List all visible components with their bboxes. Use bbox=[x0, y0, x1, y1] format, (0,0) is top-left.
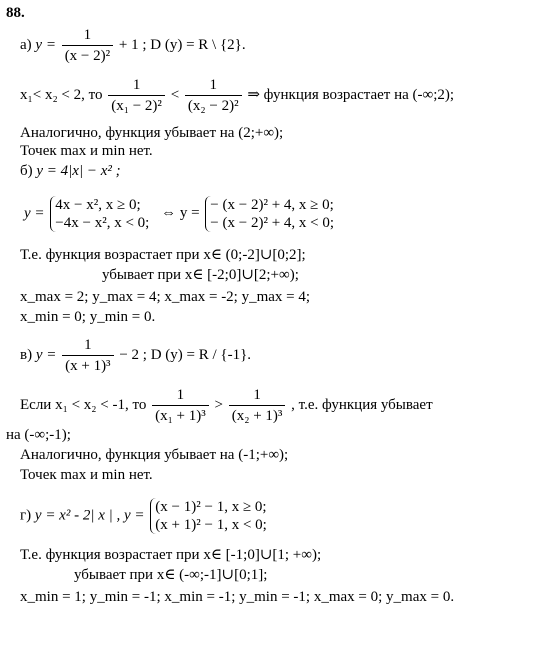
part-b-line6: x_min = 0; y_min = 0. bbox=[20, 309, 156, 325]
part-a-label: а) bbox=[20, 36, 32, 53]
part-g-line1 bbox=[20, 498, 267, 534]
part-v-label: в) bbox=[20, 346, 33, 363]
part-a-frac-den: (x − 2)² bbox=[62, 45, 113, 65]
part-a-line2-prefix: x₁< x₂ < 2, то bbox=[20, 86, 103, 103]
part-a-fraction-3 bbox=[185, 76, 242, 115]
part-b-sys2-bot: − (x − 2)² + 4, x < 0; bbox=[210, 215, 335, 231]
part-a-frac2-den: (x₁ − 2)² bbox=[108, 95, 165, 115]
part-a-lt: < bbox=[170, 86, 180, 103]
part-v-frac3-num: 1 bbox=[253, 387, 261, 403]
part-v-fraction-3 bbox=[229, 386, 286, 425]
part-b-sys1-bot: −4x − x², x < 0; bbox=[55, 215, 150, 231]
part-b-y-eq: y = bbox=[24, 205, 45, 222]
part-a-formula bbox=[20, 26, 246, 65]
part-v-frac3-den: (x₂ + 1)³ bbox=[229, 405, 286, 425]
part-a-line2 bbox=[20, 76, 454, 115]
part-b-line4: убывает при x∈ [-2;0]∪[2;+∞); bbox=[102, 267, 299, 283]
part-b-sys1-top: 4x − x², x ≥ 0; bbox=[55, 197, 141, 213]
part-g-label: г) bbox=[20, 507, 32, 524]
part-v-formula bbox=[20, 336, 251, 375]
part-v-tail: − 2 ; D (y) = R / {-1}. bbox=[119, 346, 252, 363]
part-v-frac2-den: (x₁ + 1)³ bbox=[152, 405, 209, 425]
part-b-line3: Т.е. функция возрастает при x∈ (0;-2]∪[0;2]; bbox=[20, 247, 306, 263]
part-v-lhs: y = bbox=[35, 346, 57, 363]
part-b-sys2-top: − (x − 2)² + 4, x ≥ 0; bbox=[210, 197, 334, 213]
part-a-lhs: y = bbox=[35, 36, 56, 53]
part-v-fraction bbox=[62, 336, 113, 375]
part-a-fraction bbox=[62, 26, 113, 65]
part-v-line3: на (-∞;-1); bbox=[6, 427, 71, 443]
part-v-line2 bbox=[20, 386, 433, 425]
part-b-line5: x_max = 2; y_max = 4; x_max = -2; y_max = 4; bbox=[20, 289, 311, 305]
part-g-sys-bot: (x + 1)² − 1, x < 0; bbox=[155, 517, 267, 533]
part-g-line2: Т.е. функция возрастает при x∈ [-1;0]∪[1; +∞); bbox=[20, 547, 322, 563]
part-a-tail: + 1 ; D (y) = R \ {2}. bbox=[118, 36, 246, 53]
part-a-frac3-num: 1 bbox=[209, 77, 217, 93]
part-b-formula: y = 4|x| − x² ; bbox=[36, 163, 121, 179]
part-g-system bbox=[150, 498, 267, 534]
part-g-line4: x_min = 1; y_min = -1; x_min = -1; y_min = -1; x_max = 0; y_max = 0. bbox=[20, 589, 455, 605]
part-a-line4: Точек max и min нет. bbox=[20, 143, 153, 159]
part-a-frac2-num: 1 bbox=[132, 77, 141, 93]
part-b-equiv: ⇔ y = bbox=[161, 205, 200, 222]
part-b-system-2 bbox=[205, 196, 334, 232]
part-v-line2-prefix: Если x₁ < x₂ < -1, то bbox=[20, 396, 147, 413]
part-b-systems bbox=[24, 196, 334, 232]
part-a-frac3-den: (x₂ − 2)² bbox=[185, 95, 242, 115]
part-v-frac-num: 1 bbox=[84, 337, 92, 353]
problem-number: 88. bbox=[6, 5, 25, 21]
part-b-system-1 bbox=[50, 196, 149, 232]
part-g-formula: y = x² - 2| x | , y = bbox=[34, 507, 145, 524]
part-v-line4: Аналогично, функция убывает на (-1;+∞); bbox=[20, 447, 289, 463]
part-g-sys-top: (x − 1)² − 1, x ≥ 0; bbox=[155, 499, 267, 515]
part-v-line2-tail: , т.е. функция убывает bbox=[291, 396, 433, 413]
part-v-frac2-num: 1 bbox=[176, 387, 185, 403]
part-a-fraction-2 bbox=[108, 76, 165, 115]
part-a-line2-tail: ⇒ функция возрастает на (-∞;2); bbox=[247, 86, 455, 103]
part-a-line3: Аналогично, функция убывает на (2;+∞); bbox=[20, 125, 284, 141]
part-b-line1 bbox=[20, 162, 121, 180]
part-v-fraction-2 bbox=[152, 386, 209, 425]
part-b-label: б) bbox=[20, 163, 33, 179]
part-v-gt: > bbox=[214, 396, 223, 413]
part-v-frac-den: (x + 1)³ bbox=[62, 355, 113, 375]
part-v-line5: Точек max и min нет. bbox=[20, 467, 153, 483]
part-a-frac-num: 1 bbox=[83, 27, 92, 43]
part-g-line3: убывает при x∈ (-∞;-1]∪[0;1]; bbox=[74, 567, 268, 583]
